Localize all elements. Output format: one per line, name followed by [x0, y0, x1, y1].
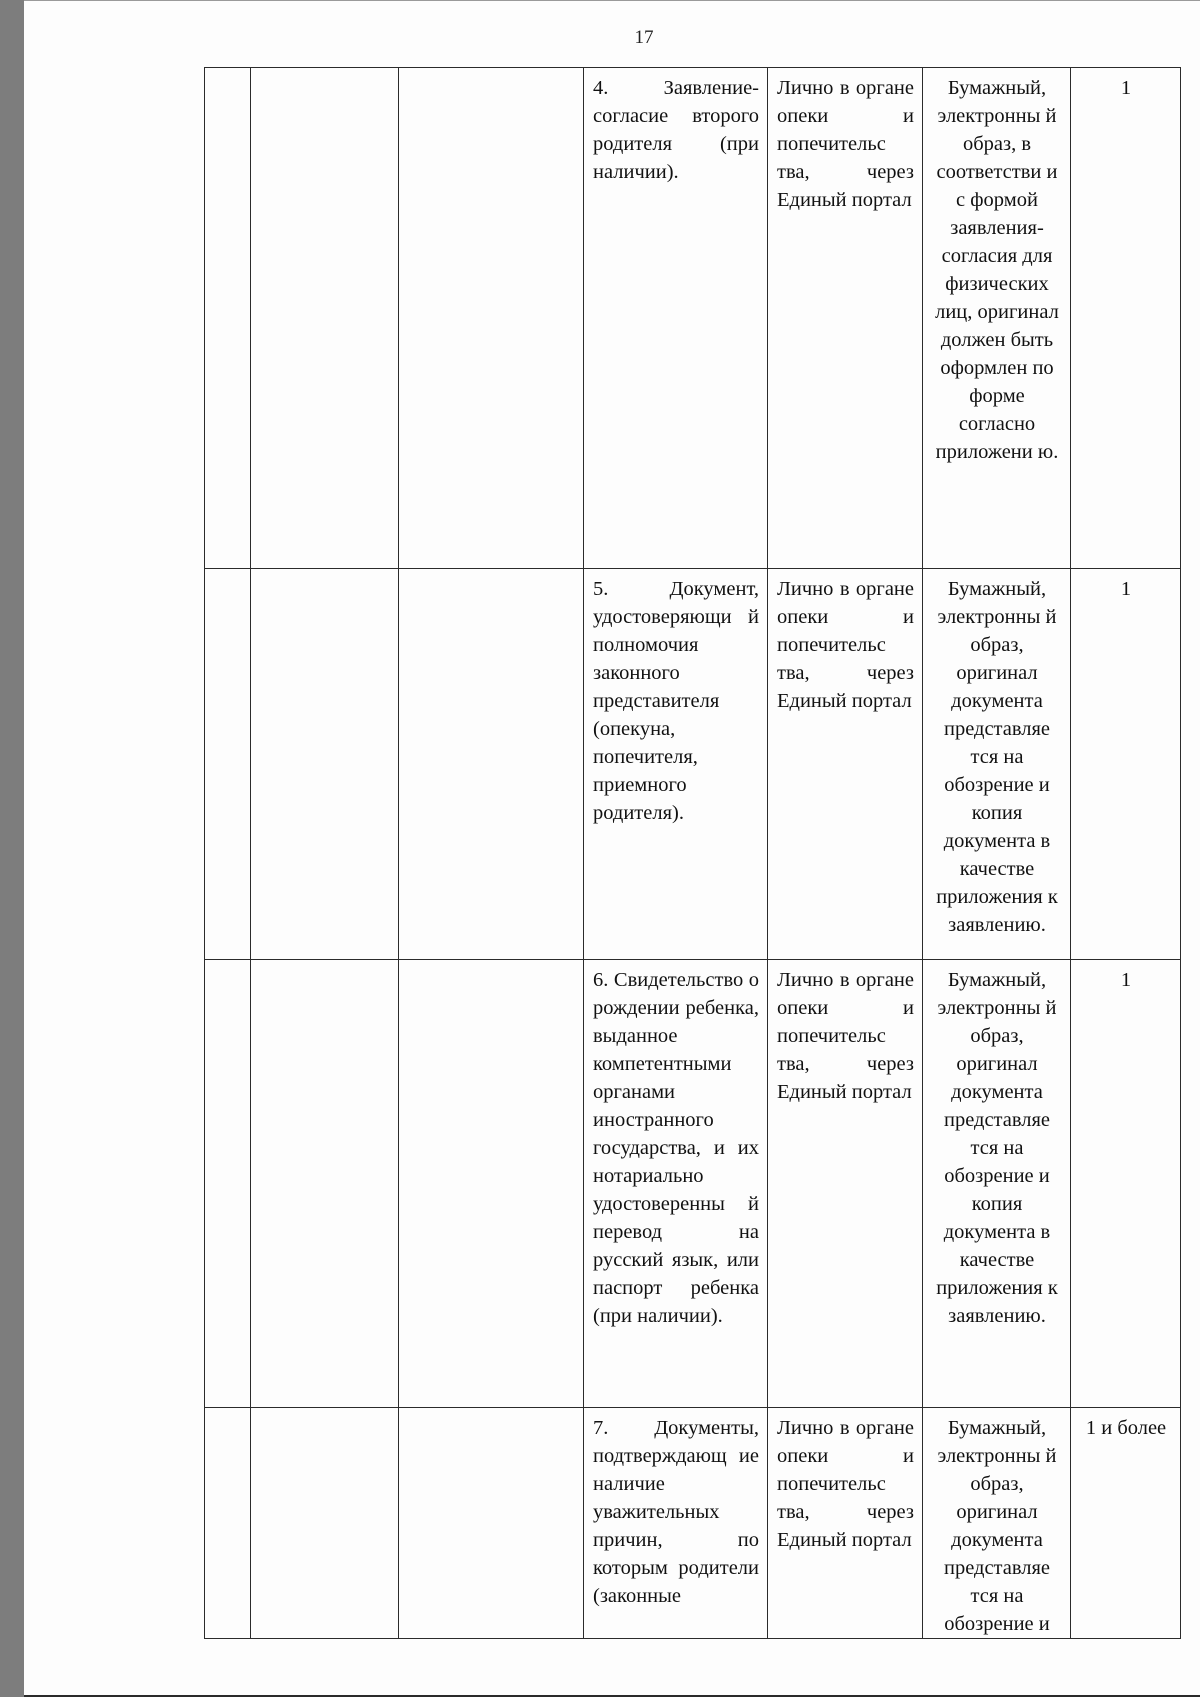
empty-cell	[399, 68, 584, 569]
empty-cell	[251, 569, 399, 960]
empty-cell	[399, 960, 584, 1408]
document-count-cell: 1	[1071, 569, 1181, 960]
empty-cell	[399, 1408, 584, 1639]
table-row	[205, 960, 1181, 1408]
document-name-cell: 5. Документ, удостоверяющи й полномочия законного представителя (опекуна, попечителя, приемного родителя).	[584, 569, 768, 960]
empty-cell	[251, 1408, 399, 1639]
document-name-cell: 7. Документы, подтверждающ ие наличие уважительных причин, по которым родители (законные	[584, 1408, 768, 1639]
table-row	[205, 569, 1181, 960]
empty-cell	[205, 1408, 251, 1639]
submission-method-cell: Лично в органе опеки и попечительс тва, через Единый портал	[768, 1408, 923, 1639]
empty-cell	[399, 569, 584, 960]
document-form-cell: Бумажный, электронны й образ, в соответстви и с формой заявления-согласия для физических лиц, оригинал должен быть оформлен по форме согласно приложени ю.	[923, 68, 1071, 569]
document-name-cell: 4. Заявление-согласие второго родителя (при наличии).	[584, 68, 768, 569]
page-number: 17	[634, 27, 654, 48]
table-row	[205, 68, 1181, 569]
empty-cell	[205, 68, 251, 569]
document-form-cell: Бумажный, электронны й образ, оригинал документа представляе тся на обозрение и копия документа в качестве приложения к заявлению.	[923, 569, 1071, 960]
document-count-cell: 1	[1071, 68, 1181, 569]
document-page	[24, 0, 1200, 1697]
document-count-cell: 1	[1071, 960, 1181, 1408]
documents-table	[204, 67, 1181, 1639]
submission-method-cell: Лично в органе опеки и попечительс тва, через Единый портал	[768, 960, 923, 1408]
submission-method-cell: Лично в органе опеки и попечительс тва, через Единый портал	[768, 569, 923, 960]
document-count-cell: 1 и более	[1071, 1408, 1181, 1639]
empty-cell	[251, 68, 399, 569]
submission-method-cell: Лично в органе опеки и попечительс тва, через Единый портал	[768, 68, 923, 569]
table-row	[205, 1408, 1181, 1639]
empty-cell	[251, 960, 399, 1408]
document-form-cell: Бумажный, электронны й образ, оригинал документа представляе тся на обозрение и копия документа в качестве приложения к заявлению.	[923, 960, 1071, 1408]
empty-cell	[205, 960, 251, 1408]
document-name-cell: 6. Свидетельство о рождении ребенка, выданное компетентными органами иностранного государства, и их нотариально удостоверенны й перевод на русский язык, или паспорт ребенка (при наличии).	[584, 960, 768, 1408]
empty-cell	[205, 569, 251, 960]
document-form-cell: Бумажный, электронны й образ, оригинал документа представляе тся на обозрение и	[923, 1408, 1071, 1639]
